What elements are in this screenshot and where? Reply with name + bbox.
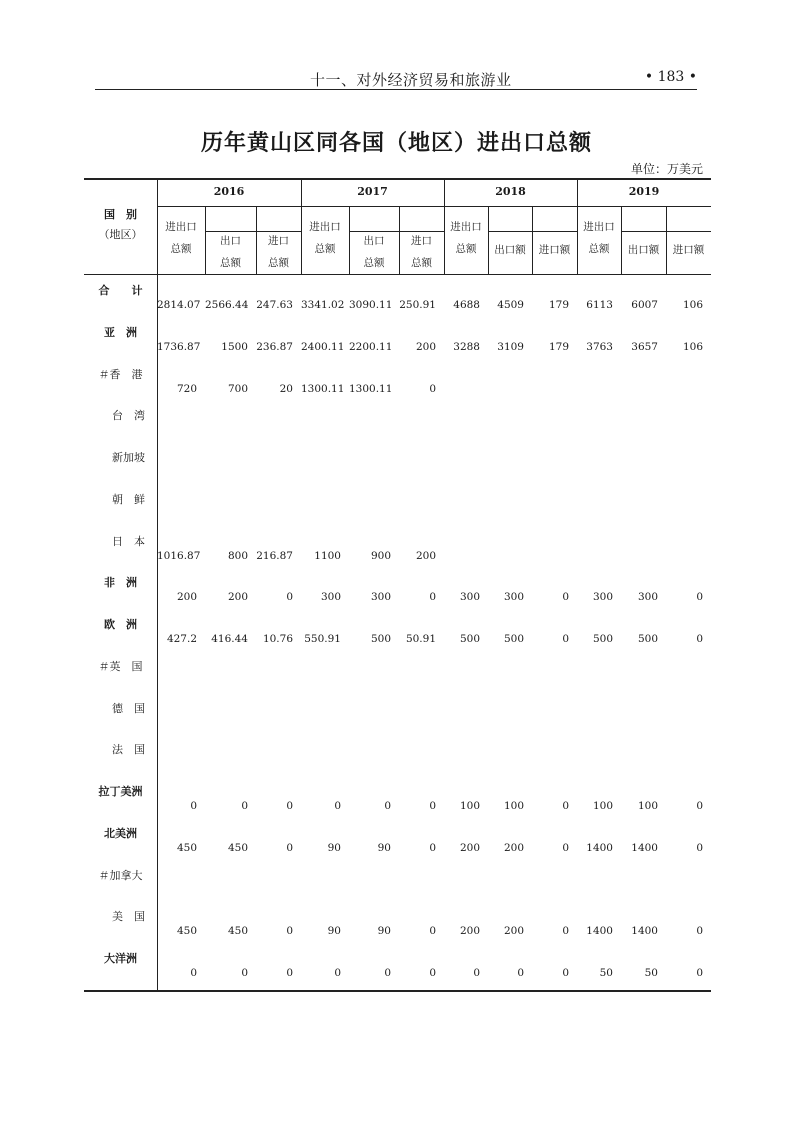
table-cell: 0 xyxy=(517,967,524,980)
table-cell: 300 xyxy=(592,591,613,604)
table-cell: 3109 xyxy=(497,340,524,353)
row-label: 朝 鲜 xyxy=(112,492,145,506)
table-cell: 450 xyxy=(227,925,248,938)
row-label: 非 洲 xyxy=(104,576,137,590)
column-header: 进出口 总额 xyxy=(309,221,341,255)
table-cell: 3341.02 xyxy=(301,299,345,311)
table-cell: 900 xyxy=(370,549,391,562)
table-cell: 0 xyxy=(429,925,436,938)
row-label: 台 湾 xyxy=(112,409,145,423)
table-cell: 200 xyxy=(459,841,480,854)
table-cell: 106 xyxy=(682,299,703,311)
table-cell: 500 xyxy=(459,633,480,646)
table-cell: 300 xyxy=(503,591,524,604)
column-header: 进口 总额 xyxy=(411,235,432,269)
table-cell: 1300.11 xyxy=(349,382,393,395)
table-cell: 250.91 xyxy=(399,299,436,311)
table-cell: 450 xyxy=(227,841,248,854)
table-cell: 0 xyxy=(429,841,436,854)
table-cell: 1400 xyxy=(586,925,613,938)
table-cell: 1100 xyxy=(314,549,341,562)
table-cell: 0 xyxy=(696,591,703,604)
column-header: 进口额 xyxy=(538,244,571,256)
table-bottom-rule xyxy=(84,990,711,992)
table-cell: 500 xyxy=(637,633,658,646)
row-label: ＃加拿大 xyxy=(98,868,143,882)
table-cell: 3090.11 xyxy=(349,299,393,311)
table-cell: 216.87 xyxy=(256,549,293,562)
subcol-rule xyxy=(488,206,489,274)
column-header: 进出口 总额 xyxy=(583,221,615,255)
table-cell: 179 xyxy=(548,340,569,353)
row-label: 德 国 xyxy=(112,701,145,715)
row-label: 亚 洲 xyxy=(104,325,137,339)
row-label: 法 国 xyxy=(112,743,145,757)
running-header xyxy=(95,68,697,90)
column-header: 进出口 总额 xyxy=(165,221,197,255)
page-number: • 183 • xyxy=(644,69,697,85)
corner-header-country: 国 别 xyxy=(104,208,137,221)
table-cell: 300 xyxy=(459,591,480,604)
table-cell: 1400 xyxy=(631,841,658,854)
table-cell: 200 xyxy=(176,591,197,604)
table-cell: 450 xyxy=(176,841,197,854)
table-cell: 500 xyxy=(503,633,524,646)
table-cell: 0 xyxy=(562,591,569,604)
table-cell: 1736.87 xyxy=(157,340,201,353)
table-cell: 3657 xyxy=(631,340,658,353)
table-title: 历年黄山区同各国（地区）进出口总额 xyxy=(200,130,592,156)
column-header: 进出口 总额 xyxy=(450,221,482,255)
table-cell: 427.2 xyxy=(166,633,197,646)
table-cell: 0 xyxy=(286,800,293,813)
table-cell: 2400.11 xyxy=(301,340,345,353)
table-cell: 0 xyxy=(334,800,341,813)
table-cell: 2200.11 xyxy=(349,340,393,353)
data-table xyxy=(84,178,711,990)
table-cell: 3763 xyxy=(586,340,613,353)
table-cell: 4509 xyxy=(497,299,524,311)
table-cell: 0 xyxy=(286,925,293,938)
column-header: 出口 总额 xyxy=(363,235,385,269)
table-cell: 236.87 xyxy=(256,340,293,353)
table-cell: 0 xyxy=(562,925,569,938)
subheader-inner-rule xyxy=(621,231,711,232)
table-cell: 200 xyxy=(503,925,524,938)
table-cell: 0 xyxy=(429,382,436,395)
column-header: 进口额 xyxy=(672,244,705,256)
table-cell: 0 xyxy=(562,967,569,980)
subheader-inner-rule xyxy=(488,231,577,232)
table-cell: 0 xyxy=(190,967,197,980)
table-cell: 6113 xyxy=(586,299,613,311)
table-cell: 200 xyxy=(415,549,436,562)
table-cell: 20 xyxy=(279,382,293,395)
table-cell: 0 xyxy=(384,800,391,813)
row-label: 新加坡 xyxy=(112,451,145,465)
row-label: 大洋洲 xyxy=(104,952,137,966)
table-cell: 3288 xyxy=(453,340,480,353)
table-cell: 2814.07 xyxy=(157,299,201,311)
row-label: 北美洲 xyxy=(104,826,137,840)
table-cell: 100 xyxy=(592,800,613,813)
table-cell: 50 xyxy=(599,967,613,980)
table-cell: 300 xyxy=(320,591,341,604)
table-cell: 200 xyxy=(227,591,248,604)
table-cell: 4688 xyxy=(453,299,480,311)
table-cell: 90 xyxy=(377,841,391,854)
year-header: 2017 xyxy=(357,185,388,198)
table-cell: 0 xyxy=(241,967,248,980)
section-title: 十一、对外经济贸易和旅游业 xyxy=(310,71,512,89)
table-cell: 50 xyxy=(644,967,658,980)
table-cell: 0 xyxy=(696,967,703,980)
table-cell: 6007 xyxy=(631,299,658,311)
table-cell: 0 xyxy=(429,591,436,604)
table-cell: 500 xyxy=(592,633,613,646)
subcol-rule xyxy=(621,206,622,274)
table-cell: 300 xyxy=(637,591,658,604)
column-header: 出口额 xyxy=(494,244,526,256)
table-cell: 179 xyxy=(548,299,569,311)
table-cell: 0 xyxy=(562,633,569,646)
subcol-rule xyxy=(666,206,667,274)
row-label: 拉丁美洲 xyxy=(98,785,143,799)
header-bottom-rule xyxy=(84,274,711,275)
table-cell: 90 xyxy=(377,925,391,938)
table-cell: 1400 xyxy=(586,841,613,854)
column-header: 出口 总额 xyxy=(220,235,241,269)
header-rule xyxy=(95,89,697,90)
year-header: 2016 xyxy=(213,185,245,198)
table-cell: 0 xyxy=(696,633,703,646)
table-cell: 0 xyxy=(562,841,569,854)
table-cell: 0 xyxy=(429,967,436,980)
table-cell: 200 xyxy=(503,841,524,854)
table-cell: 0 xyxy=(384,967,391,980)
table-cell: 100 xyxy=(459,800,480,813)
column-header: 进口 总额 xyxy=(268,235,289,269)
table-cell: 90 xyxy=(327,841,341,854)
table-cell: 50.91 xyxy=(405,633,436,646)
year-header: 2018 xyxy=(495,185,526,198)
year-row-rule xyxy=(157,206,711,207)
table-cell: 550.91 xyxy=(304,633,341,646)
table-cell: 1300.11 xyxy=(301,382,345,395)
table-cell: 90 xyxy=(327,925,341,938)
table-cell: 0 xyxy=(429,800,436,813)
table-cell: 0 xyxy=(696,800,703,813)
table-cell: 1016.87 xyxy=(157,549,201,562)
corner-header-region: （地区） xyxy=(98,228,143,241)
table-cell: 300 xyxy=(370,591,391,604)
row-label: 合 计 xyxy=(98,284,143,297)
table-cell: 100 xyxy=(637,800,658,813)
table-cell: 0 xyxy=(473,967,480,980)
table-cell: 450 xyxy=(176,925,197,938)
table-cell: 10.76 xyxy=(262,633,293,646)
table-cell: 200 xyxy=(415,340,436,353)
column-header: 出口额 xyxy=(627,244,660,256)
row-label: 日 本 xyxy=(112,534,145,548)
table-cell: 416.44 xyxy=(211,633,248,646)
year-header: 2019 xyxy=(628,185,660,198)
table-cell: 0 xyxy=(241,800,248,813)
table-cell: 700 xyxy=(227,382,248,395)
table-top-rule xyxy=(84,178,711,180)
row-label: ＃香 港 xyxy=(98,367,143,381)
row-label: 欧 洲 xyxy=(104,618,137,632)
table-cell: 0 xyxy=(696,841,703,854)
table-cell: 1400 xyxy=(631,925,658,938)
table-cell: 0 xyxy=(190,800,197,813)
table-cell: 800 xyxy=(227,549,248,562)
table-cell: 106 xyxy=(682,340,703,353)
table-cell: 0 xyxy=(696,925,703,938)
table-cell: 100 xyxy=(503,800,524,813)
unit-label: 单位：万美元 xyxy=(630,162,703,176)
table-cell: 0 xyxy=(286,591,293,604)
table-cell: 0 xyxy=(334,967,341,980)
table-cell: 720 xyxy=(176,382,197,395)
table-cell: 2566.44 xyxy=(205,299,249,311)
subcol-rule xyxy=(532,206,533,274)
table-cell: 200 xyxy=(459,925,480,938)
row-label: 美 国 xyxy=(112,910,145,924)
table-cell: 0 xyxy=(286,967,293,980)
table-cell: 247.63 xyxy=(256,299,293,311)
table-cell: 1500 xyxy=(221,340,248,353)
row-label: ＃英 国 xyxy=(98,659,143,673)
table-cell: 0 xyxy=(562,800,569,813)
table-cell: 500 xyxy=(370,633,391,646)
table-cell: 0 xyxy=(286,841,293,854)
